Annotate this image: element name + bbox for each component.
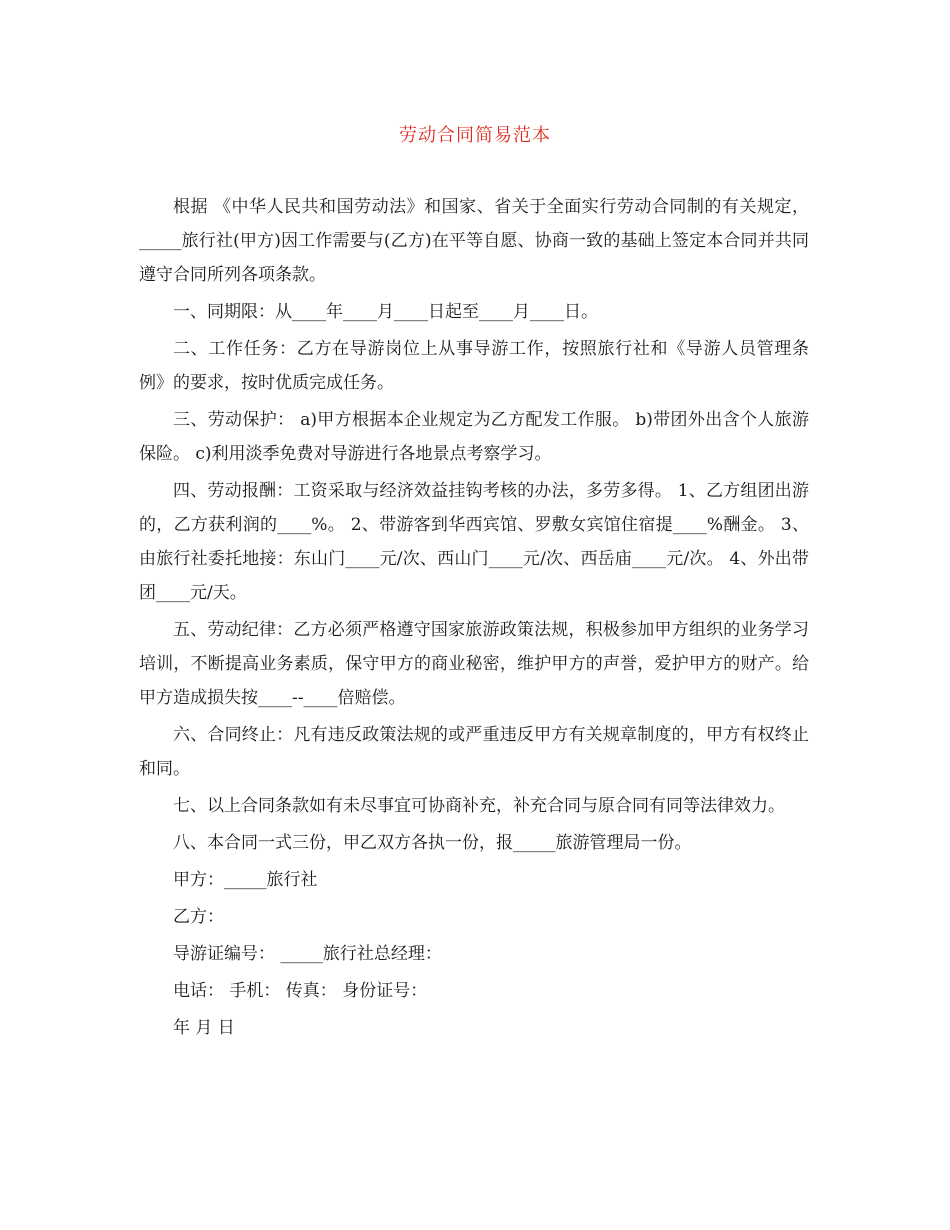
document-title: 劳动合同简易范本 (399, 125, 551, 146)
paragraph-preamble: 根据 《中华人民共和国劳动法》和国家、省关于全面实行劳动合同制的有关规定，_____旅行社(甲方)因工作需要与(乙方)在平等自愿、协商一致的基础上签定本合同并共同遵守合同所列各项条款。 (139, 197, 809, 285)
paragraph-clause-7: 七、以上合同条款如有未尽事宜可协商补充，补充合同与原合同有同等法律效力。 (173, 796, 785, 816)
paragraph-clause-4: 四、劳动报酬：工资采取与经济效益挂钩考核的办法，多劳多得。 1、乙方组团出游的，乙方获利润的____%。 2、带游客到华西宾馆、罗敷女宾馆住宿提____%酬金。 3、由旅行社委托地接：东山门____元/次、西山门____元/次、西岳庙____元/次。 4、外出带团____元/天。 (139, 481, 809, 603)
paragraph-clause-6: 六、合同终止：凡有违反政策法规的或严重违反甲方有关规章制度的，甲方有权终止和同。 (139, 725, 809, 779)
signature-date: 年 月 日 (173, 1018, 235, 1038)
document-body (139, 190, 809, 1048)
signature-guide-license: 导游证编号： _____旅行社总经理： (173, 944, 442, 964)
paragraph-clause-2: 二、工作任务：乙方在导游岗位上从事导游工作，按照旅行社和《导游人员管理条例》的要求，按时优质完成任务。 (139, 339, 809, 393)
paragraph-clause-3: 三、劳动保护： a)甲方根据本企业规定为乙方配发工作服。 b)带团外出含个人旅游保险。 c)利用淡季免费对导游进行各地景点考察学习。 (139, 410, 809, 464)
paragraph-clause-8: 八、本合同一式三份，甲乙双方各执一份，报_____旅游管理局一份。 (173, 833, 692, 853)
paragraph-clause-5: 五、劳动纪律：乙方必须严格遵守国家旅游政策法规，积极参加甲方组织的业务学习培训，不断提高业务素质，保守甲方的商业秘密，维护甲方的声誉，爱护甲方的财产。给甲方造成损失按____--____倍赔偿。 (139, 620, 809, 708)
signature-party-b: 乙方： (173, 907, 224, 927)
signature-contact-info: 电话： 手机： 传真： 身份证号： (173, 981, 428, 1001)
signature-party-a: 甲方：_____旅行社 (173, 870, 318, 890)
paragraph-clause-1: 一、同期限：从____年____月____日起至____月____日。 (173, 302, 598, 322)
